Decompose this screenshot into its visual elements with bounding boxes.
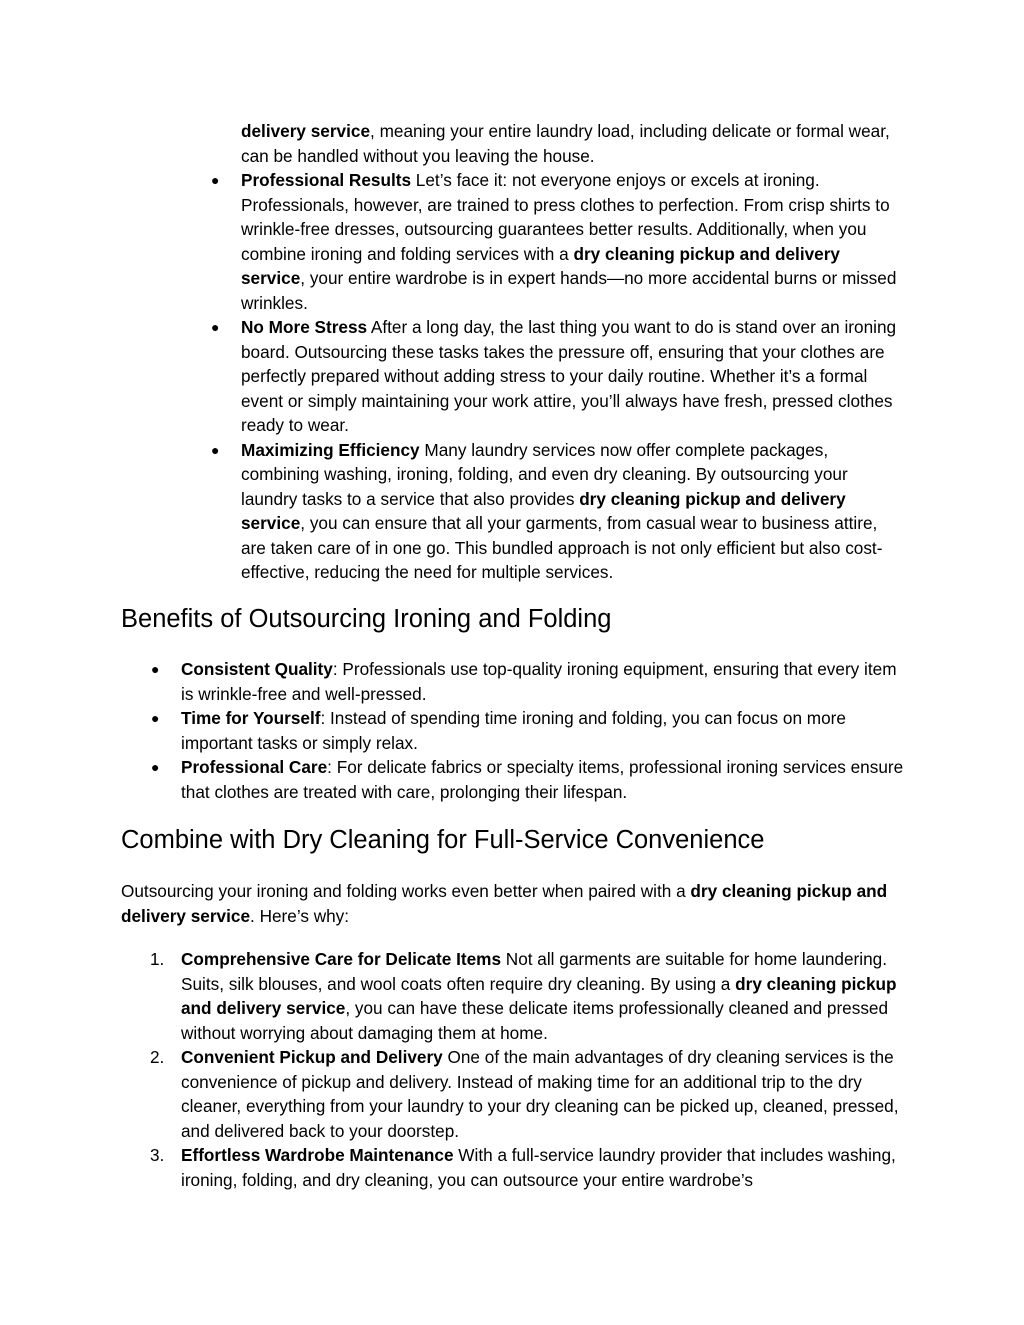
text-run: , you can have these delicate items professionally cleaned and pressed without worrying about damaging them at home. bbox=[181, 998, 889, 1043]
text-run: After a long day, the last thing you want to do is stand over an ironing board. Outsourcing these tasks takes the pressure off, ensuring that your clothes are perfectly prepared without adding stress to your daily routine. Whether it’s a formal event or simply maintaining your work attire, you’ll always have fresh, pressed clothes ready to wear. bbox=[241, 317, 897, 435]
text-run: Outsourcing your ironing and folding works even better when paired with a bbox=[121, 881, 691, 901]
text-run: With a full-service laundry provider that includes washing, ironing, folding, and dry cleaning, you can outsource your entire wardrobe’s bbox=[181, 1145, 896, 1190]
item-title: No More Stress bbox=[241, 317, 368, 337]
bold-phrase: dry cleaning pickup and delivery service bbox=[121, 881, 888, 926]
text-run: , you can ensure that all your garments, from casual wear to business attire, are taken care of in one go. This bundled approach is not only efficient but also cost-effective, reducing the need for multiple services. bbox=[241, 513, 883, 582]
list-item bbox=[150, 1045, 906, 1143]
text-run: : For delicate fabrics or specialty items, professional ironing services ensure that clothes are treated with care, prolonging their lifespan. bbox=[181, 757, 904, 802]
list-number: 3. bbox=[150, 1145, 165, 1165]
list-item bbox=[211, 438, 906, 585]
item-title: Comprehensive Care for Delicate Items bbox=[181, 949, 501, 969]
item-title: Maximizing Efficiency bbox=[241, 439, 420, 460]
section-heading-benefits: Benefits of Outsourcing Ironing and Folding bbox=[121, 605, 612, 633]
bullet-icon: ● bbox=[151, 759, 160, 775]
text-run: , your entire wardrobe is in expert hands—no more accidental burns or missed wrinkles. bbox=[241, 268, 897, 313]
bold-phrase: dry cleaning pickup and delivery service bbox=[241, 243, 840, 288]
text-run: Let’s face it: not everyone enjoys or excels at ironing. Professionals, however, are trained to press clothes to perfection. From crisp shirts to wrinkle-free dresses, outsourcing guarantees better results. Additionally, when you combine ironing and folding services with a bbox=[241, 170, 890, 264]
bold-phrase: delivery service bbox=[241, 121, 371, 141]
text-run: . Here’s why: bbox=[250, 905, 350, 926]
list-item bbox=[150, 947, 906, 1045]
benefits-bullet-list bbox=[151, 657, 906, 804]
item-title: Professional Care bbox=[181, 757, 328, 777]
list-item bbox=[151, 755, 906, 804]
list-item-text bbox=[181, 1143, 906, 1192]
bullet-icon: ● bbox=[211, 172, 220, 188]
bullet-icon: ● bbox=[211, 441, 220, 458]
section-heading-combine: Combine with Dry Cleaning for Full-Service Convenience bbox=[121, 826, 765, 854]
bold-phrase: dry cleaning pickup and delivery service bbox=[241, 488, 846, 533]
list-item-text bbox=[241, 168, 906, 315]
list-item-text bbox=[181, 706, 906, 755]
item-title: Effortless Wardrobe Maintenance bbox=[181, 1145, 454, 1165]
bullet-icon: ● bbox=[151, 710, 160, 726]
list-item-text bbox=[241, 438, 906, 585]
list-item bbox=[150, 1143, 906, 1192]
list-item bbox=[151, 706, 906, 755]
list-item-text bbox=[181, 657, 906, 706]
list-item-text bbox=[181, 1045, 906, 1143]
list-item-text bbox=[241, 315, 906, 438]
text-run: , meaning your entire laundry load, including delicate or formal wear, can be handled without you leaving the house. bbox=[241, 121, 890, 166]
item-title: Consistent Quality bbox=[181, 659, 333, 679]
list-item bbox=[211, 168, 906, 315]
bullet-icon: ● bbox=[151, 661, 160, 677]
list-item bbox=[241, 119, 906, 168]
bullet-icon: ● bbox=[211, 319, 220, 335]
text-run: : Instead of spending time ironing and folding, you can focus on more important tasks or simply relax. bbox=[181, 708, 846, 753]
text-run: : Professionals use top-quality ironing equipment, ensuring that every item is wrinkle-free and well-pressed. bbox=[181, 659, 897, 704]
list-item bbox=[151, 657, 906, 706]
list-item-text bbox=[181, 947, 906, 1045]
text-run: Many laundry services now offer complete packages, combining washing, ironing, folding, and even dry cleaning. By outsourcing your laundry tasks to a service that also provides bbox=[241, 439, 848, 509]
item-title: Convenient Pickup and Delivery bbox=[181, 1047, 443, 1067]
list-item bbox=[211, 315, 906, 438]
item-title: Time for Yourself bbox=[181, 708, 321, 728]
bold-phrase: dry cleaning pickup and delivery service bbox=[181, 973, 897, 1018]
item-title: Professional Results bbox=[241, 170, 412, 190]
list-number: 1. bbox=[150, 949, 165, 969]
combine-intro-paragraph bbox=[121, 879, 911, 928]
text-run: Not all garments are suitable for home laundering. Suits, silk blouses, and wool coats often require dry cleaning. By using a bbox=[181, 949, 887, 994]
list-number: 2. bbox=[150, 1047, 165, 1067]
combine-numbered-list bbox=[150, 947, 906, 1192]
list-item-text bbox=[241, 119, 906, 168]
list-item-text bbox=[181, 755, 906, 804]
paragraph-text bbox=[121, 879, 911, 928]
text-run: One of the main advantages of dry cleaning services is the convenience of pickup and delivery. Instead of making time for an additional trip to the dry cleaner, everything from your laundry to your dry cleaning can be picked up, cleaned, pressed, and delivered back to your doorstep. bbox=[181, 1047, 899, 1141]
continued-bullet-list bbox=[211, 119, 906, 585]
